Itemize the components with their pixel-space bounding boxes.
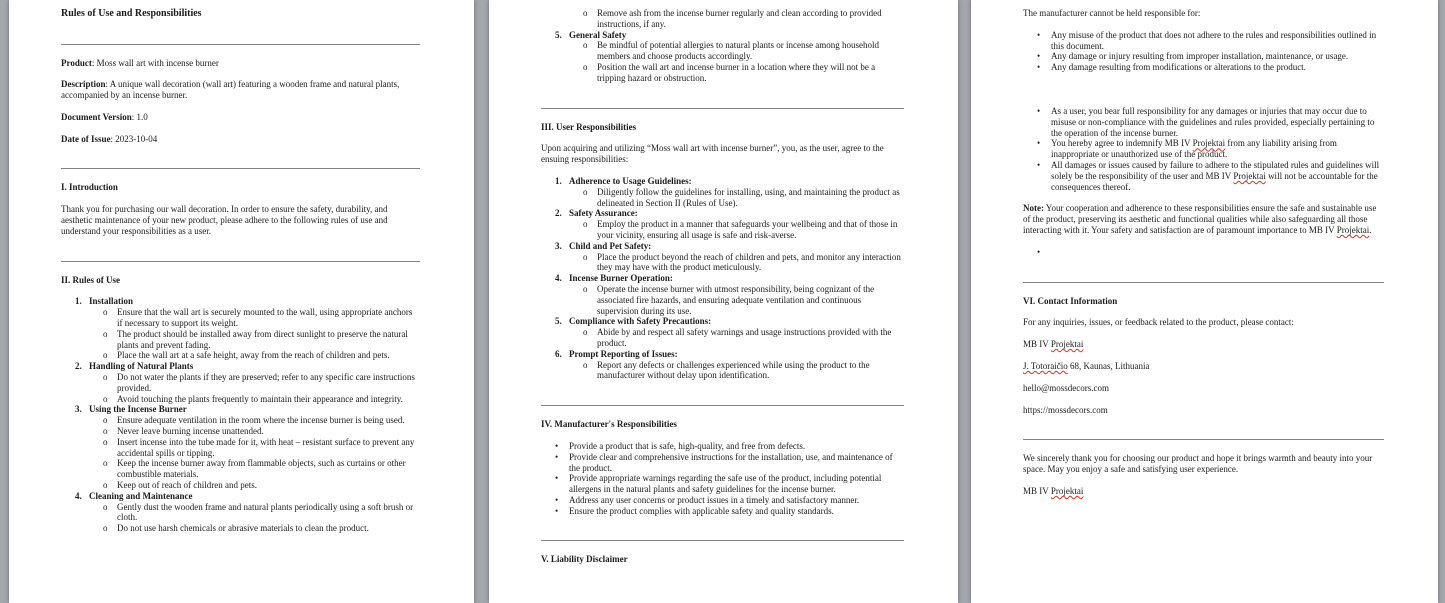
ordered-list: [541, 176, 904, 381]
bullet-list: [1023, 247, 1384, 258]
text-run: Provide appropriate warnings regarding the safe use of the product, including potential allergens in the natural plants and safety guidelines for the incense burner.: [569, 473, 882, 495]
sub-bullet-marker: o: [583, 283, 588, 294]
sub-item-text: [117, 350, 420, 361]
text-run: hello@mossdecors.com: [1023, 382, 1110, 393]
bullet-item-text: [569, 506, 904, 517]
paragraph: [1023, 339, 1384, 350]
paragraph: [61, 58, 420, 69]
list-item: [555, 473, 904, 495]
section-divider: [61, 44, 420, 45]
page-2-content: [489, 0, 958, 576]
list-item: [541, 273, 904, 284]
bullet-marker: •: [1037, 159, 1041, 170]
sub-list-item: [583, 40, 904, 62]
sub-item-text: [117, 502, 420, 524]
text-run: Your cooperation and adherence to these responsibilities ensure the safe and sustainable use of the product, preserving its aesthetic and functional qualities while also safeguarding all those interacting with it. Your safety and satisfaction are of paramount importance to MB IV: [1023, 203, 1377, 235]
list-item: [1037, 62, 1384, 73]
text-run: Installation: [89, 296, 134, 307]
sub-list-item: [583, 62, 904, 84]
text-run: We sincerely thank you for choosing our product and hope it brings warmth and beauty into your space. May you enjoy a safe and satisfying user experience.: [1023, 453, 1373, 475]
sub-item-text: [117, 394, 420, 405]
paragraph: [61, 182, 420, 193]
text-run: Safety Assurance:: [569, 208, 638, 219]
list-number: 2.: [75, 361, 82, 372]
list-number: 1.: [75, 296, 82, 307]
sub-bullet-marker: o: [103, 350, 108, 361]
sub-item-text: [597, 219, 904, 241]
bullet-item-text: [569, 452, 904, 474]
sub-list-item: [583, 327, 904, 349]
sub-bullet-marker: o: [103, 436, 108, 447]
text-run: Any misuse of the product that does not adhere to the rules and responsibilities outlined in this document.: [1051, 29, 1377, 51]
list-item: [541, 176, 904, 187]
bullet-marker: •: [1037, 105, 1041, 116]
sub-item-text: [117, 329, 420, 351]
text-run: Any damage or injury resulting from improper installation, maintenance, or usage.: [1051, 51, 1349, 62]
text-run: Projektai: [1192, 138, 1226, 149]
sub-bullet-marker: o: [103, 480, 108, 491]
sub-bullet-marker: o: [103, 501, 108, 512]
text-run: Thank you for purchasing our wall decoration. In order to ensure the safety, durability, and aesthetic maintenance of your new product, please adhere to the following rules of use and understand your responsibilities as a user.: [61, 204, 388, 236]
bullet-list: [1023, 30, 1384, 73]
text-run: Projektai: [1050, 485, 1084, 496]
text-run: General Safety: [569, 29, 627, 40]
text-run: Gently dust the wooden frame and natural plants periodically using a soft brush or cloth.: [117, 501, 414, 523]
bullet-marker: •: [1037, 62, 1041, 73]
bullet-marker: •: [555, 473, 559, 484]
paragraph: [61, 134, 420, 145]
text-run: Rules of Use and Responsibilities: [61, 8, 202, 19]
sub-item-text: [597, 284, 904, 316]
sub-item-text: [597, 187, 904, 209]
sub-item-text: [117, 372, 420, 394]
text-run: Insert incense into the tube made for it, with heat – resistant surface to prevent any accidental spills or tipping.: [117, 436, 415, 458]
sub-bullet-marker: o: [103, 523, 108, 534]
list-item: [555, 495, 904, 506]
text-run: Provide a product that is safe, high-quality, and free from defects.: [569, 440, 806, 451]
sub-list-item: [103, 458, 420, 480]
bullet-item-text: [1051, 30, 1384, 52]
text-run: Date of Issue: [61, 133, 111, 144]
text-run: Cleaning and Maintenance: [89, 490, 193, 501]
text-run: Ensure the product complies with applicable safety and quality standards.: [569, 505, 834, 516]
sub-bullet-marker: o: [103, 328, 108, 339]
text-run: Upon acquiring and utilizing “Moss wall art with incense burner”, you, as the user, agree to the ensuing responsibilities:: [541, 143, 884, 165]
text-run: All damages or issues caused by failure to adhere to the stipulated rules and guidelines will solely be the responsibility of the user and MB IV: [1051, 159, 1380, 181]
document-title: [61, 8, 420, 20]
text-run: Address any user concerns or product issues in a timely and satisfactory manner.: [569, 494, 860, 505]
sub-bullet-marker: o: [103, 426, 108, 437]
text-run: Report any defects or challenges experienced while using the product to the manufacturer without delay upon identification.: [597, 359, 870, 381]
text-run: .: [1369, 224, 1372, 235]
sub-list-item: [583, 8, 904, 30]
sub-list-item: [103, 307, 420, 329]
bullet-list: [1023, 106, 1384, 192]
text-run: Adherence to Usage Guidelines:: [569, 175, 692, 186]
paragraph: [1023, 317, 1384, 328]
text-run: Employ the product in a manner that safeguards your wellbeing and that of those in your vicinity, ensuring all usage is safe and risk-averse.: [597, 219, 898, 240]
text-run: VI. Contact Information: [1023, 295, 1118, 306]
paragraph: [1023, 453, 1384, 475]
text-run: Prompt Reporting of Issues:: [569, 348, 678, 359]
list-item: [1037, 247, 1384, 258]
sub-item-text: [597, 327, 904, 349]
text-run: You hereby agree to indemnify MB IV: [1051, 138, 1193, 149]
text-run: Place the product beyond the reach of children and pets, and monitor any interaction they may have with the product meticulously.: [597, 251, 901, 273]
text-run: Keep the incense burner away from flammable objects, such as curtains or other combustible materials.: [117, 458, 406, 480]
list-number: 6.: [555, 348, 562, 359]
text-run: will not be accountable for the consequences thereof.: [1051, 170, 1378, 192]
text-run: https://mossdecors.com: [1023, 404, 1108, 415]
sub-item-text: [117, 307, 420, 329]
sub-item-text: [597, 62, 904, 84]
text-run: Avoid touching the plants frequently to maintain their appearance and integrity.: [117, 393, 403, 404]
text-run: Incense Burner Operation:: [569, 273, 673, 284]
paragraph: [61, 275, 420, 286]
list-number: 5.: [555, 316, 562, 327]
paragraph: [1023, 296, 1384, 307]
sub-bullet-marker: o: [583, 40, 588, 51]
bullet-marker: •: [555, 451, 559, 462]
paragraph: [541, 419, 904, 430]
sub-list-item: [583, 284, 904, 316]
sub-list-item: [103, 523, 420, 534]
list-item: [541, 241, 904, 252]
list-item: [541, 349, 904, 360]
bullet-item-text: [1051, 106, 1384, 138]
list-item: [61, 491, 420, 502]
sub-list-item: [583, 219, 904, 241]
text-run: Projektai: [1233, 170, 1266, 181]
section-divider: [61, 168, 420, 169]
sub-bullet-marker: o: [103, 307, 108, 318]
bullet-item-text: [569, 441, 904, 452]
sub-item-text: [597, 360, 904, 382]
list-item: [61, 404, 420, 415]
paragraph: [1023, 486, 1384, 497]
bullet-list: [541, 441, 904, 517]
bullet-item-text: [569, 495, 904, 506]
list-item: [1037, 51, 1384, 62]
bullet-marker: •: [1037, 138, 1041, 149]
document-page-3[interactable]: [971, 0, 1438, 603]
list-number: 1.: [555, 175, 562, 186]
bullet-marker: •: [1037, 246, 1041, 257]
sub-list-item: [583, 252, 904, 274]
document-page-1[interactable]: [9, 0, 474, 603]
list-item: [1037, 160, 1384, 192]
text-run: : 2023-10-04: [110, 133, 158, 144]
sub-bullet-marker: o: [583, 359, 588, 370]
list-item: [541, 316, 904, 327]
bullet-marker: •: [555, 494, 559, 505]
text-run: Projektai: [1050, 339, 1084, 350]
paragraph: [1023, 8, 1384, 19]
text-run: The product should be installed away from direct sunlight to preserve the natural plants and prevent fading.: [117, 328, 408, 350]
sub-item-text: [597, 40, 904, 62]
list-item: [555, 441, 904, 452]
paragraph: [1023, 361, 1384, 372]
sub-item-text: [117, 480, 420, 491]
paragraph: [541, 143, 904, 165]
text-run: Using the Incense Burner: [89, 404, 187, 415]
bullet-item-text: [1051, 62, 1384, 73]
list-number: 3.: [555, 240, 562, 251]
list-item: [1037, 138, 1384, 160]
sub-list-item: [583, 187, 904, 209]
sub-bullet-marker: o: [583, 251, 588, 262]
sub-item-text: [597, 8, 904, 30]
document-page-2[interactable]: [489, 0, 958, 603]
sub-list-item: [103, 426, 420, 437]
text-run: Provide clear and comprehensive instructions for the installation, use, and maintenance of the product.: [569, 451, 893, 473]
bullet-item-text: [1051, 138, 1384, 160]
text-run: Document Version: [61, 111, 132, 122]
section-divider: [541, 540, 904, 541]
page-3-content: [971, 0, 1438, 508]
text-run: Ensure adequate ventilation in the room where the incense burner is being used.: [117, 415, 405, 426]
text-run: MB IV: [1023, 485, 1051, 496]
text-run: J. Totoraičio: [1023, 360, 1068, 371]
paragraph: [61, 79, 420, 101]
text-run: Abide by and respect all safety warnings and usage instructions provided with the product.: [597, 327, 892, 348]
text-run: MB IV: [1023, 339, 1051, 350]
sub-bullet-marker: o: [103, 415, 108, 426]
ordered-list: [541, 8, 904, 84]
text-run: V. Liability Disclaimer: [541, 554, 628, 565]
text-run: I. Introduction: [61, 182, 118, 193]
section-divider: [541, 405, 904, 406]
bullet-marker: •: [1037, 51, 1041, 62]
list-number: 5.: [555, 29, 562, 40]
text-run: Be mindful of potential allergies to natural plants or incense among household members and choose products accordingly.: [597, 40, 880, 62]
sub-bullet-marker: o: [103, 372, 108, 383]
text-run: : Moss wall art with incense burner: [91, 57, 219, 68]
list-item: [61, 361, 420, 372]
text-run: Do not use harsh chemicals or abrasive materials to clean the product.: [117, 523, 369, 534]
text-run: : A unique wall decoration (wall art) featuring a wooden frame and natural plants, accompanied by an incense burner.: [61, 79, 400, 101]
ordered-list: [61, 296, 420, 534]
text-run: Compliance with Safety Precautions:: [569, 316, 712, 327]
list-item: [541, 30, 904, 41]
text-run: Handling of Natural Plants: [89, 361, 194, 372]
text-run: Remove ash from the incense burner regularly and clean according to provided instructions, if any.: [597, 8, 882, 29]
bullet-item-text: [1051, 247, 1384, 258]
sub-bullet-marker: o: [583, 219, 588, 230]
text-run: The manufacturer cannot be held responsible for:: [1023, 8, 1201, 18]
text-run: Do not water the plants if they are preserved; refer to any specific care instructions provided.: [117, 372, 415, 393]
section-divider: [61, 261, 420, 262]
sub-list-item: [103, 394, 420, 405]
list-number: 3.: [75, 404, 82, 415]
list-item: [61, 296, 420, 307]
sub-list-item: [103, 329, 420, 351]
sub-list-item: [103, 437, 420, 459]
text-run: Product: [61, 57, 92, 68]
text-run: : 1.0: [131, 111, 148, 122]
text-run: Projektai: [1336, 224, 1370, 235]
text-run: Any damage resulting from modifications or alterations to the product.: [1051, 62, 1306, 73]
sub-item-text: [117, 437, 420, 459]
sub-item-text: [117, 415, 420, 426]
paragraph: [61, 204, 420, 236]
text-run: Place the wall art at a safe height, away from the reach of children and pets.: [117, 350, 390, 361]
sub-bullet-marker: o: [583, 61, 588, 72]
bullet-item-text: [569, 473, 904, 495]
sub-bullet-marker: o: [103, 458, 108, 469]
blank-line: [1023, 84, 1384, 106]
sub-item-text: [117, 523, 420, 534]
text-run: III. User Responsibilities: [541, 121, 637, 132]
list-number: 4.: [555, 273, 562, 284]
list-number: 4.: [75, 490, 82, 501]
list-number: 2.: [555, 208, 562, 219]
text-run: Ensure that the wall art is securely mounted to the wall, using appropriate anchors if necessary to support its weight.: [117, 307, 413, 329]
bullet-item-text: [1051, 160, 1384, 192]
sub-list-item: [103, 372, 420, 394]
section-divider: [541, 108, 904, 109]
paragraph: [1023, 203, 1384, 235]
list-item: [1037, 106, 1384, 138]
paragraph: [1023, 383, 1384, 394]
text-run: Position the wall art and incense burner in a location where they will not be a tripping hazard or obstruction.: [597, 61, 876, 83]
text-run: Operate the incense burner with utmost responsibility, being cognizant of the associated fire hazards, and ensuring adequate ventilation and continuous supervision during its use.: [597, 283, 875, 316]
list-item: [541, 208, 904, 219]
sub-item-text: [597, 252, 904, 274]
sub-list-item: [103, 415, 420, 426]
section-divider: [1023, 439, 1384, 440]
bullet-marker: •: [1037, 29, 1041, 40]
text-run: As a user, you bear full responsibility for any damages or injuries that may occur due to misuse or non-compliance with the guidelines and rules provided, especially pertaining to the operation of the incense burner.: [1051, 105, 1375, 138]
sub-list-item: [103, 350, 420, 361]
sub-list-item: [103, 502, 420, 524]
text-run: Child and Pet Safety:: [569, 240, 652, 251]
sub-bullet-marker: o: [583, 186, 588, 197]
text-run: II. Rules of Use: [61, 274, 121, 285]
text-run: Keep out of reach of children and pets.: [117, 480, 257, 491]
text-run: from any liability arising from inappropriate or unauthorized use of the product.: [1051, 138, 1337, 160]
sub-bullet-marker: o: [583, 8, 588, 18]
sub-bullet-marker: o: [103, 393, 108, 404]
sub-item-text: [117, 458, 420, 480]
bullet-marker: •: [555, 505, 559, 516]
paragraph: [541, 122, 904, 133]
paragraph: [1023, 405, 1384, 416]
list-item: [555, 452, 904, 474]
bullet-item-text: [1051, 51, 1384, 62]
text-run: Diligently follow the guidelines for installing, using, and maintaining the product as delineated in Section II (Rules of Use).: [597, 186, 900, 208]
text-run: IV. Manufacturer's Responsibilities: [541, 419, 677, 430]
page-1-content: [9, 0, 474, 545]
paragraph: [61, 112, 420, 123]
text-run: Description: [61, 79, 106, 90]
text-run: For any inquiries, issues, or feedback related to the product, please contact:: [1023, 317, 1294, 328]
text-run: 68, Kaunas, Lithuania: [1067, 360, 1150, 371]
text-run: Never leave burning incense unattended.: [117, 426, 264, 437]
paragraph: [541, 554, 904, 565]
sub-list-item: [583, 360, 904, 382]
sub-bullet-marker: o: [583, 327, 588, 338]
section-divider: [1023, 282, 1384, 283]
bullet-marker: •: [555, 440, 559, 451]
list-item: [1037, 30, 1384, 52]
text-run: Note:: [1023, 203, 1044, 214]
sub-list-item: [103, 480, 420, 491]
sub-item-text: [117, 426, 420, 437]
list-item: [555, 506, 904, 517]
